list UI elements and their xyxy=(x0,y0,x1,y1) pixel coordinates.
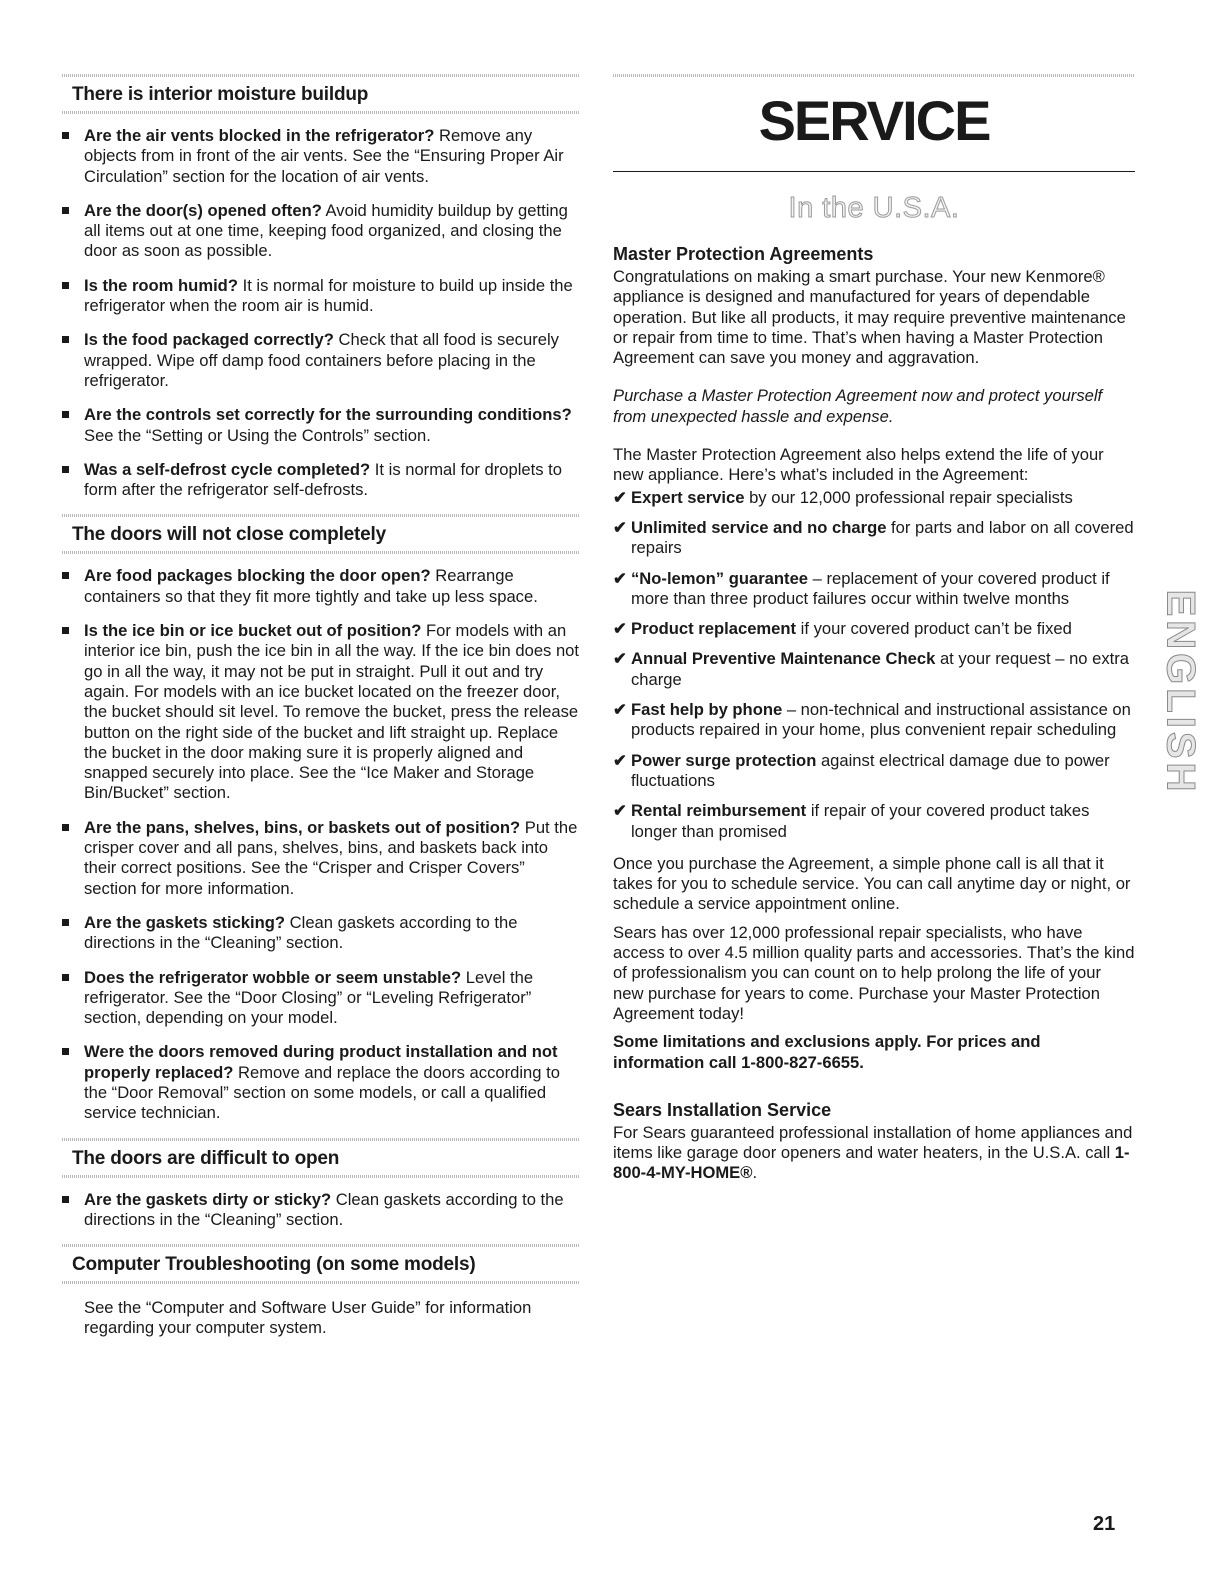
region-heading: In the U.S.A. xyxy=(788,192,960,224)
list-item: Are the controls set correctly for the surrounding conditions? See the “Setting or Using the Controls” section. xyxy=(62,405,580,446)
mpa-heading: Master Protection Agreements xyxy=(613,244,874,264)
bullet-icon xyxy=(62,132,69,139)
bullet-icon xyxy=(62,824,69,831)
mpa-limits: Some limitations and exclusions apply. For prices and information call 1-800-827-6655. xyxy=(613,1032,1041,1072)
language-tab: ENGLISH xyxy=(1158,589,1203,796)
benefit-item: ✔ Product replacement if your covered product can’t be fixed xyxy=(613,619,1072,639)
benefit-item: ✔ Unlimited service and no charge for parts and labor on all covered repairs xyxy=(613,517,1134,558)
section-heading-doors-open: The doors are difficult to open xyxy=(62,1138,580,1178)
list-item: Are the gaskets dirty or sticky? Clean gaskets according to the directions in the “Cleaning” section. xyxy=(62,1190,580,1231)
checkmark-icon: ✔ xyxy=(613,700,627,720)
benefit-item: ✔ Annual Preventive Maintenance Check at your request – no extra charge xyxy=(613,649,1130,689)
bullet-icon xyxy=(62,282,69,289)
section-heading-computer: Computer Troubleshooting (on some models) xyxy=(62,1244,580,1284)
bullet-icon xyxy=(62,466,69,473)
list-item: Is the ice bin or ice bucket out of position? For models with an interior ice bin, push the ice bin in all the way. If the ice bin does not go in all the way, it may not be put in straight. Pull it out and try again. For models with an ice bucket located on the freezer door, the bucket should sit level. To remove the bucket, press the release button on the right side of the bucket and lift straight up. Replace the bucket in the door making sure it is properly aligned and snapped securely into place. See the “Ice Maker and Storage Bin/Bucket” section. xyxy=(62,621,580,804)
bullet-icon xyxy=(62,1048,69,1055)
benefits-list xyxy=(613,488,1135,842)
list-item: Are food packages blocking the door open? Rearrange containers so that they fit more tightly and take up less space. xyxy=(62,566,580,607)
mpa-paragraph: Once you purchase the Agreement, a simple phone call is all that it takes for you to schedule service. You can call anytime day or night, or schedule a service appointment online. xyxy=(613,853,1131,914)
bullet-icon xyxy=(62,411,69,418)
page-number: 21 xyxy=(1093,1513,1116,1535)
list-item: Are the pans, shelves, bins, or baskets out of position? Put the crisper cover and all pans, shelves, bins, and baskets back into their correct positions. See the “Crisper and Crisper Covers” section for more information. xyxy=(62,818,580,899)
section-heading-doors-close: The doors will not close completely xyxy=(62,514,580,554)
list-item: Are the gaskets sticking? Clean gaskets according to the directions in the “Cleaning” section. xyxy=(62,913,580,954)
checkmark-icon: ✔ xyxy=(613,801,627,821)
checkmark-icon: ✔ xyxy=(613,750,627,770)
dotted-rule xyxy=(613,74,1135,77)
moisture-list xyxy=(62,126,580,500)
checkmark-icon: ✔ xyxy=(613,517,627,537)
benefit-item: ✔ “No-lemon” guarantee – replacement of your covered product if more than three product failures occur within twelve months xyxy=(613,568,1110,608)
left-column xyxy=(62,74,580,1339)
page-title: SERVICE xyxy=(758,89,990,152)
checkmark-icon: ✔ xyxy=(613,649,627,669)
benefit-item: ✔ Power surge protection against electrical damage due to power fluctuations xyxy=(613,750,1110,790)
mpa-intro: Congratulations on making a smart purchase. Your new Kenmore® appliance is designed and manufactured for years of dependable operation. But like all products, it may require preventive maintenance or repair from time to time. That’s when having a Master Protection Agreement can save you money and aggravation. xyxy=(613,267,1126,368)
bullet-icon xyxy=(62,627,69,634)
doors-open-list xyxy=(62,1190,580,1231)
checkmark-icon: ✔ xyxy=(613,619,627,639)
bullet-icon xyxy=(62,919,69,926)
list-item: Are the air vents blocked in the refrigerator? Remove any objects from in front of the air vents. See the “Ensuring Proper Air Circulation” section for the location of air vents. xyxy=(62,126,580,187)
mpa-extend: The Master Protection Agreement also helps extend the life of your new appliance. Here’s what’s included in the Agreement: xyxy=(613,445,1104,485)
bullet-icon xyxy=(62,336,69,343)
title-divider xyxy=(613,171,1135,172)
checkmark-icon: ✔ xyxy=(613,487,627,507)
bullet-icon xyxy=(62,974,69,981)
list-item: Are the door(s) opened often? Avoid humidity buildup by getting all items out at one time, keeping food organized, and closing the door as soon as possible. xyxy=(62,201,580,262)
right-column xyxy=(613,74,1135,1184)
benefit-item: ✔ Rental reimbursement if repair of your covered product takes longer than promised xyxy=(613,801,1090,841)
list-item: Is the food packaged correctly? Check that all food is securely wrapped. Wipe off damp food containers before placing in the refrigerator. xyxy=(62,330,580,391)
checkmark-icon: ✔ xyxy=(613,568,627,588)
install-text: For Sears guaranteed professional installation of home appliances and items like garage door openers and water heaters, in the U.S.A. call 1-800-4-MY-HOME®. xyxy=(613,1122,1133,1183)
benefit-item: ✔ Expert service by our 12,000 professional repair specialists xyxy=(613,487,1073,507)
benefit-item: ✔ Fast help by phone – non-technical and instructional assistance on products repaired in your home, plus convenient repair scheduling xyxy=(613,700,1131,740)
computer-text: See the “Computer and Software User Guide” for information regarding your computer system. xyxy=(84,1298,532,1338)
list-item: Were the doors removed during product installation and not properly replaced? Remove and replace the doors according to the “Door Removal” section on some models, or call a qualified service technician. xyxy=(62,1042,580,1123)
bullet-icon xyxy=(62,572,69,579)
install-heading: Sears Installation Service xyxy=(613,1099,832,1120)
install-phone: 1-800-4-MY-HOME® xyxy=(613,1143,1130,1183)
doors-close-list xyxy=(62,566,580,1123)
section-heading-moisture: There is interior moisture buildup xyxy=(62,74,580,114)
list-item: Is the room humid? It is normal for moisture to build up inside the refrigerator when the room air is humid. xyxy=(62,276,580,317)
list-item: Does the refrigerator wobble or seem unstable? Level the refrigerator. See the “Door Closing” or “Leveling Refrigerator” section, depending on your model. xyxy=(62,968,580,1029)
list-item: Was a self-defrost cycle completed? It is normal for droplets to form after the refrigerator self-defrosts. xyxy=(62,460,580,501)
mpa-paragraph: Sears has over 12,000 professional repair specialists, who have access to over 4.5 million quality parts and accessories. That’s the kind of professionalism you can count on to help prolong the life of your new purchase for years to come. Purchase your Master Protection Agreement today! xyxy=(613,922,1135,1023)
bullet-icon xyxy=(62,1196,69,1203)
bullet-icon xyxy=(62,207,69,214)
mpa-italic-note: Purchase a Master Protection Agreement now and protect yourself from unexpected hassle and expense. xyxy=(613,386,1103,426)
